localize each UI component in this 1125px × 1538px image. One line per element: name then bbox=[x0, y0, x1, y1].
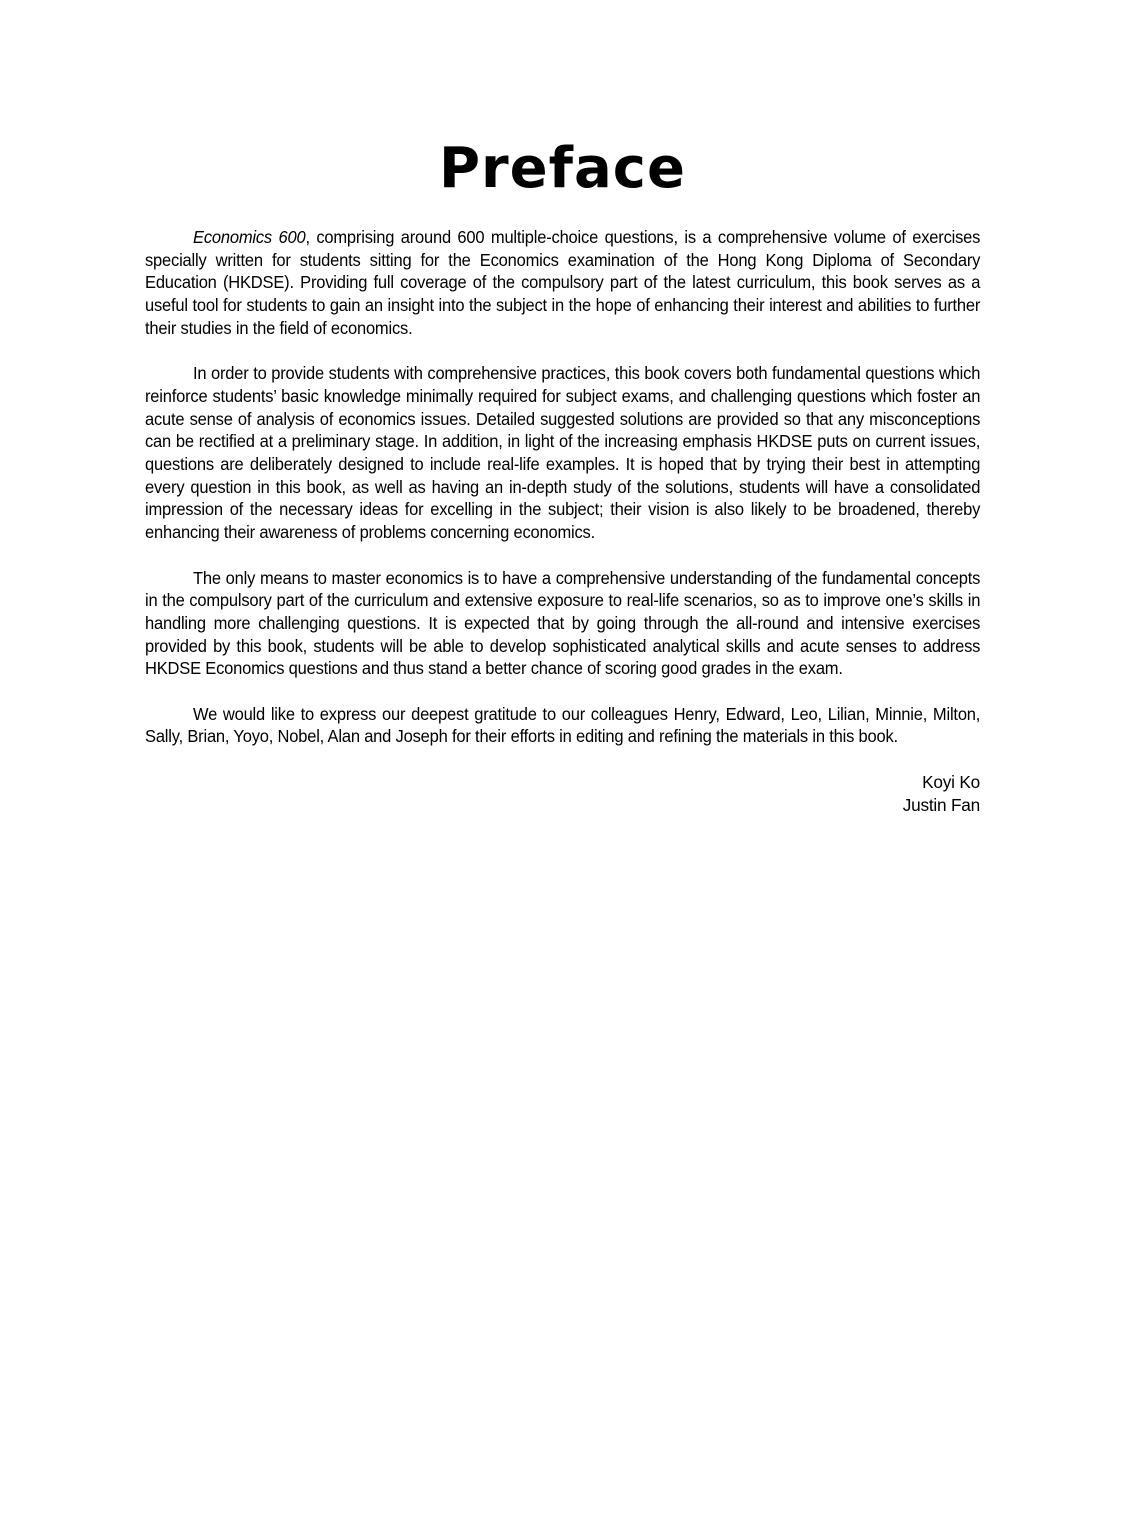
page-title: Preface bbox=[439, 136, 686, 201]
paragraph-1 bbox=[145, 226, 980, 340]
author-name: Justin Fan bbox=[902, 794, 980, 815]
signature-block bbox=[145, 771, 980, 816]
paragraph-2: In order to provide students with comprehensive practices, this book covers both fundamental questions which reinforce students’ basic knowledge minimally required for subject exams, and challenging questions which foster an acute sense of analysis of economics issues. Detailed suggested solutions are provided so that any misconceptions can be rectified at a preliminary stage. In addition, in light of the increasing emphasis HKDSE puts on current issues, questions are deliberately designed to include real-life examples. It is hoped that by trying their best in attempting every question in this book, as well as having an in-depth study of the solutions, students will have a consolidated impression of the necessary ideas for excelling in the subject; their vision is also likely to be broadened, thereby enhancing their awareness of problems concerning economics. bbox=[145, 363, 981, 543]
preface-body bbox=[145, 226, 980, 816]
book-title-italic: Economics 600 bbox=[193, 227, 306, 247]
author-name: Koyi Ko bbox=[922, 771, 980, 792]
paragraph-1-text: , comprising around 600 multiple-choice questions, is a comprehensive volume of exercises specially written for students sitting for the Economics examination of the Hong Kong Diploma of Secondary Education (HKDSE). Providing full coverage of the compulsory part of the latest curriculum, this book serves as a useful tool for students to gain an insight into the subject in the hope of enhancing their interest and abilities to further their studies in the field of economics. bbox=[145, 227, 981, 338]
paragraph-4: We would like to express our deepest gratitude to our colleagues Henry, Edward, Leo, Lilian, Minnie, Milton, Sally, Brian, Yoyo, Nobel, Alan and Joseph for their efforts in editing and refining the materials in this book. bbox=[145, 703, 981, 747]
paragraph-3: The only means to master economics is to have a comprehensive understanding of the fundamental concepts in the compulsory part of the curriculum and extensive exposure to real-life scenarios, so as to improve one’s skills in handling more challenging questions. It is expected that by going through the all-round and intensive exercises provided by this book, students will be able to develop sophisticated analytical skills and acute senses to address HKDSE Economics questions and thus stand a better chance of scoring good grades in the exam. bbox=[145, 567, 981, 679]
